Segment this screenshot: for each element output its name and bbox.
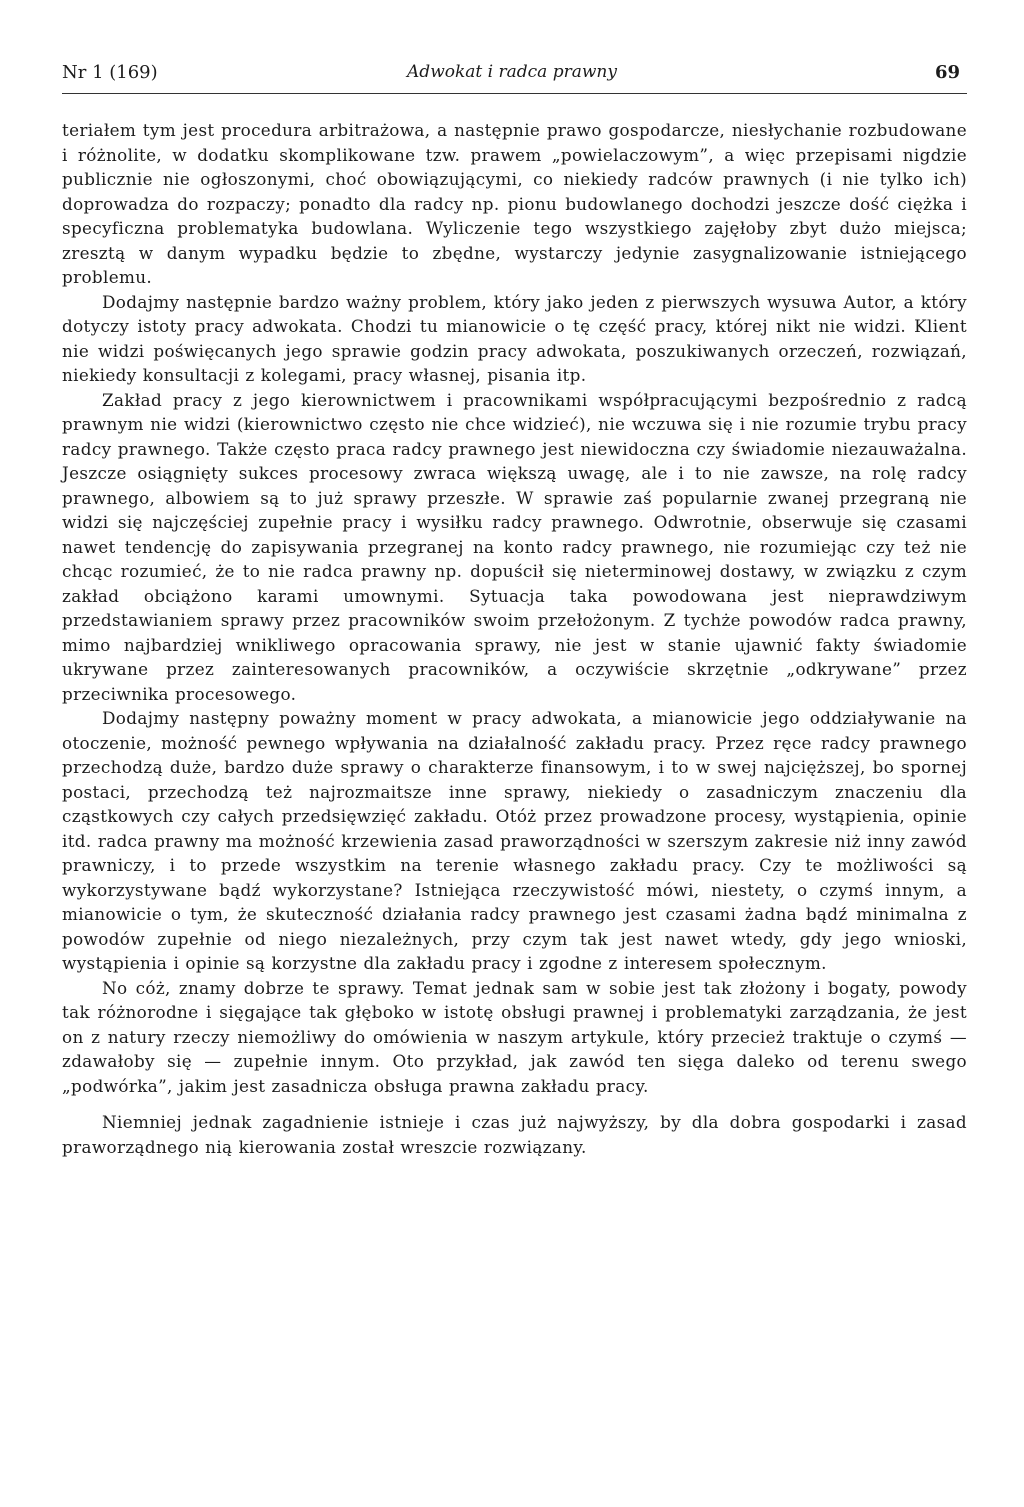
issue-number: Nr 1 (169) xyxy=(62,62,158,83)
page-number: 69 xyxy=(934,62,960,83)
paragraph: Dodajmy następnie bardzo ważny problem, który jako jeden z pierwszych wysuwa Autor, a który dotyczy istoty pracy adwokata. Chodzi tu mianowicie o tę część pracy, której nikt nie widzi. Klient nie widzi poświęcanych jego sprawie godzin pracy adwokata, poszukiwanych orzeczeń, rozwiązań, niekiedy konsultacji z kolegami, pracy własnej, pisania itp. xyxy=(62,291,967,385)
journal-title: Adwokat i radca prawny xyxy=(407,62,617,82)
running-header xyxy=(62,62,962,92)
header-rule xyxy=(62,93,967,94)
paragraph: Dodajmy następny poważny moment w pracy adwokata, a mianowicie jego oddziaływanie na otoczenie, możność pewnego wpływania na działalność zakładu pracy. Przez ręce radcy prawnego przechodzą duże, bardzo duże sprawy o charakterze finansowym, i to w swej najcięższej, bo spornej postaci, przechodzą też najrozmaitsze inne sprawy, niekiedy o zasadniczym znaczeniu dla cząstkowych czy całych przedsięwzięć zakładu. Otóż przez prowadzone procesy, wystąpienia, opinie itd. radca prawny ma możność krzewienia zasad praworządności w szerszym zakresie niż inny zawód prawniczy, i to przede wszystkim na terenie własnego zakładu pracy. Czy te możliwości są wykorzystywane bądź wykorzystane? Istniejąca rzeczywistość mówi, niestety, o czymś innym, a mianowicie o tym, że skuteczność działania radcy prawnego jest czasami żadna bądź minimalna z powodów zupełnie od niego niezależnych, przy czym tak jest nawet wtedy, gdy jego wnioski, wystąpienia i opinie są korzystne dla zakładu pracy i zgodne z interesem społecznym. xyxy=(62,708,967,973)
paragraph-continuation: teriałem tym jest procedura arbitrażowa, a następnie prawo gospodarcze, niesłychanie rozbudowane i różnolite, w dodatku skomplikowane tzw. prawem „powielaczowym”, a więc przepisami nigdzie publicznie nie ogłoszonymi, choć obowiązującymi, co niekiedy radców prawnych (i nie tylko ich) doprowadza do rozpaczy; ponadto dla radcy np. pionu budowlanego dochodzi jeszcze dość ciężka i specyficzna problematyka budowlana. Wyliczenie tego wszystkiego zajęłoby zbyt dużo miejsca; zresztą w danym wypadku będzie to zbędne, wystarczy jedynie zasygnalizowanie istniejącego problemu. xyxy=(62,120,967,287)
article-body xyxy=(62,118,967,1159)
paragraph: Zakład pracy z jego kierownictwem i pracownikami współpracującymi bezpośrednio z radcą prawnym nie widzi (kierownictwo często nie chce widzieć), nie wczuwa się i nie rozumie trybu pracy radcy prawnego. Także często praca radcy prawnego jest niewidoczna czy świadomie niezauważalna. Jeszcze osiągnięty sukces procesowy zwraca większą uwagę, ale i to nie zawsze, na rolę radcy prawnego, albowiem są to już sprawy przeszłe. W sprawie zaś popularnie zwanej przegraną nie widzi się najczęściej zupełnie pracy i wysiłku radcy prawnego. Odwrotnie, obserwuje się czasami nawet tendencję do zapisywania przegranej na konto radcy prawnego, nie rozumiejąc czy też nie chcąc rozumieć, że to nie radca prawny np. dopuścił się nieterminowej dostawy, w związku z czym zakład obciążono karami umownymi. Sytuacja taka powodowana jest nieprawdziwym przedstawianiem sprawy przez pracowników swoim przełożonym. Z tychże powodów radca prawny, mimo najbardziej wnikliwego opracowania sprawy, nie jest w stanie ujawnić fakty świadomie ukrywane przez zainteresowanych pracowników, a oczywiście skrzętnie „odkrywane” przez przeciwnika procesowego. xyxy=(62,389,967,704)
paragraph: No cóż, znamy dobrze te sprawy. Temat jednak sam w sobie jest tak złożony i bogaty, powody tak różnorodne i sięgające tak głęboko w istotę obsługi prawnej i problematyki zarządzania, że jest on z natury rzeczy niemożliwy do omówienia w naszym artykule, który przecież traktuje o czymś — zdawałoby się — zupełnie innym. Oto przykład, jak zawód ten sięga daleko od terenu swego „podwórka”, jakim jest zasadnicza obsługa prawna zakładu pracy. xyxy=(62,977,967,1096)
paragraph-closing: Niemniej jednak zagadnienie istnieje i czas już najwyższy, by dla dobra gospodarki i zasad praworządnego nią kierowania został wreszcie rozwiązany. xyxy=(62,1112,967,1157)
